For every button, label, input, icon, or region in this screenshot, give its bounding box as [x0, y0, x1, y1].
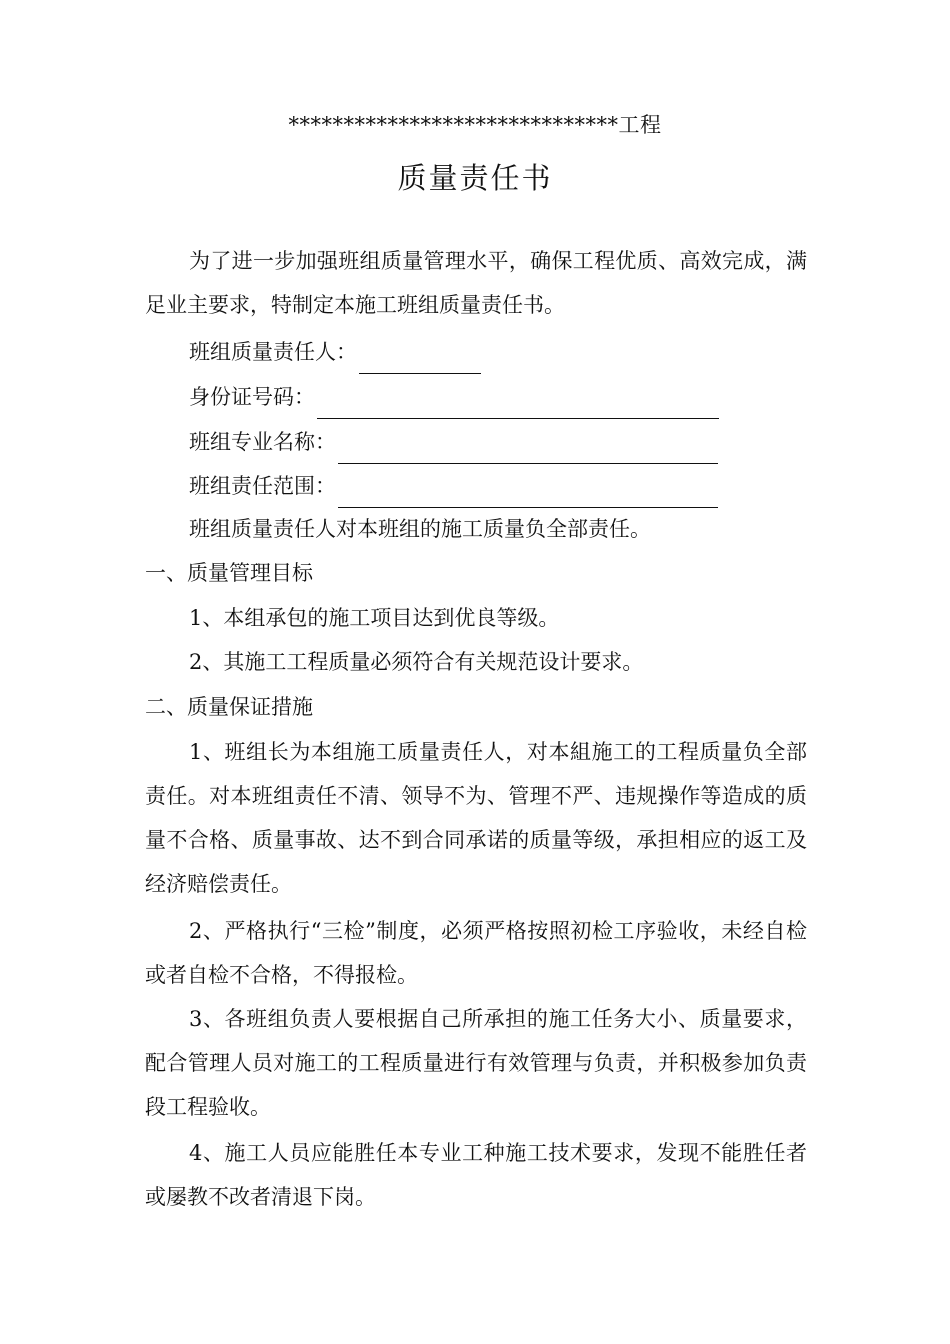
- field-label: 身份证号码：: [189, 385, 315, 409]
- list-item-text: 1、班组长为本组施工质量责任人，对本組施工的工程质量负全部责任。对本班组责任不清、领导不为、管理不严、违规操作等造成的质量不合格、质量事故、达不到合同承诺的质量等级，承担相应的返工及经济赔偿责任。: [145, 740, 807, 896]
- field-id-number: [189, 375, 807, 419]
- section-heading: 二、质量保证措施: [145, 695, 313, 719]
- list-item: [145, 997, 807, 1129]
- responsibility-statement: 班组质量责任人对本班组的施工质量负全部责任。: [189, 517, 651, 541]
- field-team-specialty: [189, 420, 807, 464]
- list-item: [145, 1131, 807, 1219]
- list-item: 1、本组承包的施工项目达到优良等级。: [189, 606, 560, 630]
- intro-paragraph: [145, 239, 807, 327]
- list-item: [145, 730, 807, 906]
- blank-input-line[interactable]: [338, 477, 718, 508]
- field-label: 班组责任范围：: [189, 474, 336, 498]
- blank-input-line[interactable]: [359, 343, 481, 374]
- list-item-text: 4、施工人员应能胜任本专业工种施工技术要求，发现不能胜任者或屡教不改者清退下岗。: [145, 1141, 807, 1209]
- blank-input-line[interactable]: [317, 388, 719, 419]
- field-label: 班组专业名称：: [189, 430, 336, 454]
- list-item-text: 3、各班组负责人要根据自己所承担的施工任务大小、质量要求，配合管理人员对施工的工程质量进行有效管理与负责，并积极参加负责段工程验收。: [145, 1007, 807, 1119]
- section-heading: 一、质量管理目标: [145, 561, 313, 585]
- project-title: ******************************工程: [288, 113, 662, 137]
- field-label: 班组质量责任人：: [189, 340, 357, 364]
- document-title: 质量责任书: [397, 161, 553, 195]
- intro-text: 为了进一步加强班组质量管理水平，确保工程优质、高效完成，满足业主要求，特制定本施工班组质量责任书。: [145, 249, 807, 317]
- blank-input-line[interactable]: [338, 433, 718, 464]
- list-item: 2、其施工工程质量必须符合有关规范设计要求。: [189, 650, 644, 674]
- field-team-scope: [189, 464, 807, 508]
- field-quality-responsible-person: [189, 330, 807, 374]
- list-item-text: 2、严格执行“三检”制度，必须严格按照初检工序验收，未经自检或者自检不合格，不得报检。: [145, 919, 807, 987]
- list-item: [145, 909, 807, 997]
